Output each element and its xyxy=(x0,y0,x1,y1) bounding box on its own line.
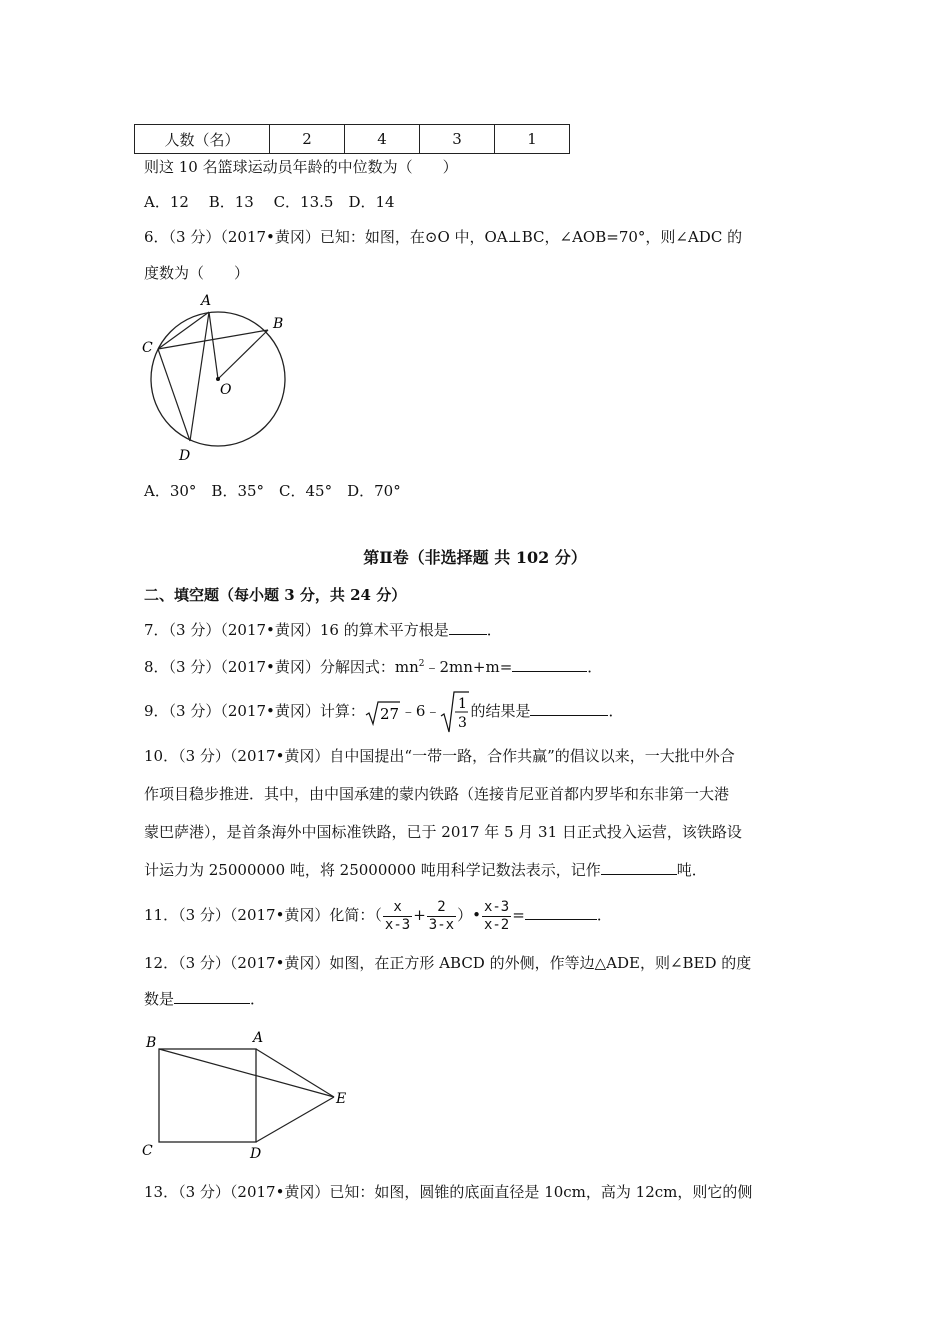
fraction-2 xyxy=(427,899,456,934)
q9-radicand: 27 xyxy=(379,705,399,723)
fraction-3 xyxy=(482,899,511,934)
f2-num: 2 xyxy=(427,899,456,917)
f3-num: x-3 xyxy=(483,898,510,915)
q6-options: A．30° B．35° C．45° D．70° xyxy=(144,482,401,500)
label-c: C xyxy=(142,340,153,356)
label-b: B xyxy=(273,316,284,332)
q8-sup: 2 xyxy=(418,659,425,669)
answer-blank xyxy=(512,657,587,672)
q11-end: ． xyxy=(596,906,612,924)
label-a: A xyxy=(253,1030,264,1046)
circle-figure xyxy=(138,290,298,465)
q9-prefix: 9．（3 分）（2017•黄冈）计算： xyxy=(144,702,365,720)
label-o: O xyxy=(220,382,232,398)
q11-close: ）• xyxy=(457,906,481,924)
label-e: E xyxy=(336,1091,347,1107)
q8-end: ． xyxy=(587,658,603,676)
q5-stem: 则这 10 名篮球运动员年龄的中位数为（ ） xyxy=(144,158,458,176)
table-cell: 3 xyxy=(420,125,495,154)
table-cell: 1 xyxy=(495,125,570,154)
sqrt-one-third xyxy=(440,690,470,734)
q10-line4b: 吨． xyxy=(676,861,707,879)
q11-plus: + xyxy=(413,906,426,924)
f2-den: 3-x xyxy=(428,916,455,933)
answer-blank xyxy=(174,989,250,1004)
q8-text2: ﹣2mn+m= xyxy=(424,658,513,676)
q9-middle: ﹣6﹣ xyxy=(400,702,441,720)
sqrt-27 xyxy=(365,692,401,732)
answer-blank xyxy=(601,860,677,875)
label-d: D xyxy=(250,1146,262,1162)
q11-prefix: 11．（3 分）（2017•黄冈）化简：（ xyxy=(144,906,382,924)
q6-line2: 度数为（ ） xyxy=(144,264,250,282)
square-triangle-figure xyxy=(138,1025,358,1165)
label-b: B xyxy=(146,1035,157,1051)
f1-den: x-3 xyxy=(384,916,411,933)
q10-line3: 蒙巴萨港），是首条海外中国标准铁路，已于 2017 年 5 月 31 日正式投入运营，该铁路设 xyxy=(144,823,742,841)
table-cell: 4 xyxy=(345,125,420,154)
answer-blank xyxy=(525,905,597,920)
label-c: C xyxy=(142,1143,153,1159)
q7-text: 7．（3 分）（2017•黄冈）16 的算术平方根是 xyxy=(144,621,449,639)
q7-end: ． xyxy=(486,621,502,639)
q10-line1: 10．（3 分）（2017•黄冈）自中国提出“一带一路，合作共赢”的倡议以来，一大批中外合 xyxy=(144,747,735,765)
q5-options: A．12 B．13 C．13.5 D．14 xyxy=(144,193,395,211)
f3-den: x-2 xyxy=(483,916,510,933)
table-header-cell: 人数（名） xyxy=(135,125,270,154)
q12-line2 xyxy=(144,989,265,1009)
q12-end: ． xyxy=(250,990,266,1008)
q10-line4a: 计运力为 25000000 吨，将 25000000 吨用科学记数法表示，记作 xyxy=(144,861,601,879)
q9 xyxy=(144,690,623,734)
q7 xyxy=(144,620,502,640)
q9-suffix: 的结果是 xyxy=(470,702,531,720)
q10-line4 xyxy=(144,860,707,880)
q12-line2-text: 数是 xyxy=(144,990,175,1008)
q9-end: ． xyxy=(608,702,624,720)
q12-line1: 12．（3 分）（2017•黄冈）如图，在正方形 ABCD 的外侧，作等边△ADE，则∠BED 的度 xyxy=(144,954,752,972)
q6-line1: 6．（3 分）（2017•黄冈）已知：如图，在⊙O 中，OA⊥BC，∠AOB=70°，则∠ADC 的 xyxy=(144,228,743,246)
label-a: A xyxy=(201,293,212,309)
age-count-table xyxy=(134,124,570,154)
q8-text: 8．（3 分）（2017•黄冈）分解因式：mn xyxy=(144,658,419,676)
q11 xyxy=(144,894,612,936)
answer-blank xyxy=(530,701,608,716)
q9-frac-den: 3 xyxy=(458,715,468,731)
table-row xyxy=(135,125,570,154)
answer-blank xyxy=(449,620,487,635)
label-d: D xyxy=(179,448,191,464)
table-cell: 2 xyxy=(270,125,345,154)
q11-eq: = xyxy=(512,906,525,924)
q9-frac-num: 1 xyxy=(458,696,468,712)
f1-num: x xyxy=(383,899,412,917)
section-title: 第Ⅱ卷（非选择题 共 102 分） xyxy=(363,548,587,567)
fraction-1 xyxy=(383,899,412,934)
q10-line2: 作项目稳步推进．其中，由中国承建的蒙内铁路（连接肯尼亚首都内罗毕和东非第一大港 xyxy=(144,785,730,803)
section-subtitle: 二、填空题（每小题 3 分，共 24 分） xyxy=(144,586,407,604)
q8 xyxy=(144,654,602,677)
q13-line1: 13．（3 分）（2017•黄冈）已知：如图，圆锥的底面直径是 10cm，高为 12cm，则它的侧 xyxy=(144,1183,753,1201)
